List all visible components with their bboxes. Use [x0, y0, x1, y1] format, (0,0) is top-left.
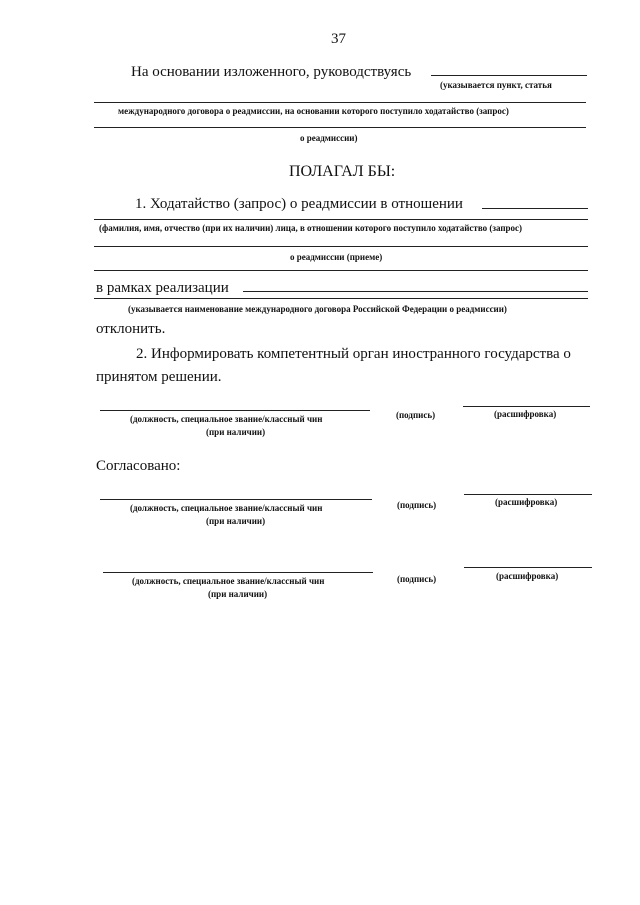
- sig3-decoding-caption: (расшифровка): [496, 571, 559, 581]
- sig2-position-caption: (должность, специальное звание/классный чин: [130, 503, 323, 513]
- sig1-decoding-caption: (расшифровка): [494, 409, 557, 419]
- item1-fill-line-2: [94, 219, 588, 220]
- intro-fill-line-2: [94, 102, 586, 103]
- sig1-position-caption-2: (при наличии): [206, 427, 266, 437]
- sig1-decoding-line: [463, 406, 590, 407]
- item1-hint-line1: (фамилия, имя, отчество (при их наличии) лица, в отношении которого поступило ходатайство (запрос): [99, 223, 523, 233]
- sig1-position-caption: (должность, специальное звание/классный чин: [130, 414, 323, 424]
- item1-fill-line-5: [243, 291, 588, 292]
- sig1-signature-caption: (подпись): [396, 410, 436, 420]
- item1-fill-line-6: [94, 298, 588, 299]
- page-number: 37: [331, 31, 346, 47]
- item1-text: 1. Ходатайство (запрос) о реадмиссии в отношении: [135, 196, 463, 212]
- intro-text: На основании изложенного, руководствуясь: [131, 64, 412, 80]
- item1-fill-line-4: [94, 270, 588, 271]
- intro-fill-line-3: [94, 127, 586, 128]
- sig2-position-line: [100, 499, 372, 500]
- sig3-decoding-line: [464, 567, 592, 568]
- sig2-decoding-caption: (расшифровка): [495, 497, 558, 507]
- item1-within-label: в рамках реализации: [96, 280, 229, 296]
- sig2-signature-caption: (подпись): [397, 500, 437, 510]
- sig2-decoding-line: [464, 494, 592, 495]
- sig3-position-caption-2: (при наличии): [208, 589, 268, 599]
- heading: ПОЛАГАЛ БЫ:: [289, 163, 396, 180]
- item2-line1: 2. Информировать компетентный орган иностранного государства о: [136, 346, 571, 362]
- item1-fill-line-1: [482, 208, 588, 209]
- intro-hint-line2: международного договора о реадмиссии, на основании которого поступило ходатайство (запрос): [118, 106, 509, 116]
- intro-hint-right: (указывается пункт, статья: [440, 80, 552, 90]
- agreed-label: Согласовано:: [96, 458, 181, 474]
- sig2-position-caption-2: (при наличии): [206, 516, 266, 526]
- item1-decision: отклонить.: [96, 321, 166, 337]
- sig1-position-line: [100, 410, 370, 411]
- item1-hint-line3: (указывается наименование международного договора Российской Федерации о реадмиссии): [128, 304, 507, 314]
- sig3-position-caption: (должность, специальное звание/классный чин: [132, 576, 325, 586]
- item1-hint-line2: о реадмиссии (приеме): [290, 252, 383, 262]
- intro-fill-line-1: [431, 75, 587, 76]
- item1-fill-line-3: [94, 246, 588, 247]
- item2-line2: принятом решении.: [96, 369, 222, 385]
- sig3-signature-caption: (подпись): [397, 574, 437, 584]
- sig3-position-line: [103, 572, 373, 573]
- intro-hint-line3: о реадмиссии): [300, 133, 358, 143]
